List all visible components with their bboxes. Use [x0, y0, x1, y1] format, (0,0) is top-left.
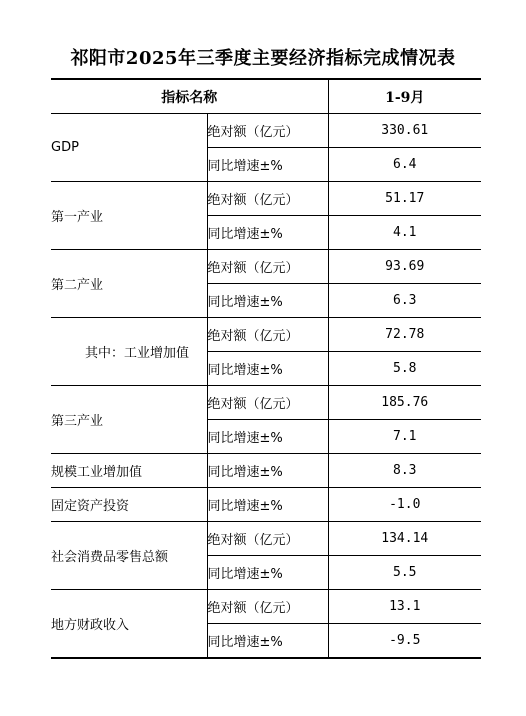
- metric-label: 同比增速±%: [207, 454, 328, 488]
- metric-value: 5.8: [328, 352, 481, 386]
- metric-value: 185.76: [328, 386, 481, 420]
- metric-label: 绝对额（亿元）: [207, 522, 328, 556]
- table-row: [51, 488, 481, 522]
- metric-label: 绝对额（亿元）: [207, 182, 328, 216]
- table-row: [51, 114, 481, 148]
- metric-label: 同比增速±%: [207, 556, 328, 590]
- header-indicator-name: 指标名称: [51, 79, 328, 114]
- header-period: 1-9月: [328, 79, 481, 114]
- metric-label: 同比增速±%: [207, 352, 328, 386]
- metric-label: 同比增速±%: [207, 216, 328, 250]
- metric-label: 同比增速±%: [207, 148, 328, 182]
- metric-value: 51.17: [328, 182, 481, 216]
- metric-value: 134.14: [328, 522, 481, 556]
- metric-value: -9.5: [328, 624, 481, 659]
- metric-label: 同比增速±%: [207, 420, 328, 454]
- metric-value: 7.1: [328, 420, 481, 454]
- metric-value: 330.61: [328, 114, 481, 148]
- table-row: [51, 250, 481, 284]
- indicator-name: 第二产业: [51, 250, 207, 318]
- indicator-name: 第三产业: [51, 386, 207, 454]
- metric-label: 同比增速±%: [207, 284, 328, 318]
- metric-value: 6.4: [328, 148, 481, 182]
- metric-value: 93.69: [328, 250, 481, 284]
- metric-label: 同比增速±%: [207, 488, 328, 522]
- metric-value: 72.78: [328, 318, 481, 352]
- metric-label: 绝对额（亿元）: [207, 250, 328, 284]
- table-row: [51, 386, 481, 420]
- indicators-table: [51, 78, 481, 659]
- table-row: [51, 590, 481, 624]
- indicator-name: 固定资产投资: [51, 488, 207, 522]
- metric-label: 绝对额（亿元）: [207, 318, 328, 352]
- indicator-name: GDP: [51, 114, 207, 182]
- metric-label: 同比增速±%: [207, 624, 328, 659]
- metric-value: 8.3: [328, 454, 481, 488]
- table-header-row: [51, 79, 481, 114]
- metric-value: 6.3: [328, 284, 481, 318]
- metric-label: 绝对额（亿元）: [207, 386, 328, 420]
- indicator-name: 社会消费品零售总额: [51, 522, 207, 590]
- table-title: 祁阳市2025年三季度主要经济指标完成情况表: [70, 48, 456, 69]
- metric-value: 13.1: [328, 590, 481, 624]
- metric-value: 5.5: [328, 556, 481, 590]
- indicator-name: 第一产业: [51, 182, 207, 250]
- table-row: [51, 182, 481, 216]
- table-row: [51, 522, 481, 556]
- indicator-name: 规模工业增加值: [51, 454, 207, 488]
- metric-value: -1.0: [328, 488, 481, 522]
- indicator-name: 地方财政收入: [51, 590, 207, 659]
- indicator-name: 其中：工业增加值: [51, 318, 207, 386]
- table-row: [51, 318, 481, 352]
- metric-label: 绝对额（亿元）: [207, 114, 328, 148]
- metric-value: 4.1: [328, 216, 481, 250]
- metric-label: 绝对额（亿元）: [207, 590, 328, 624]
- table-row: [51, 454, 481, 488]
